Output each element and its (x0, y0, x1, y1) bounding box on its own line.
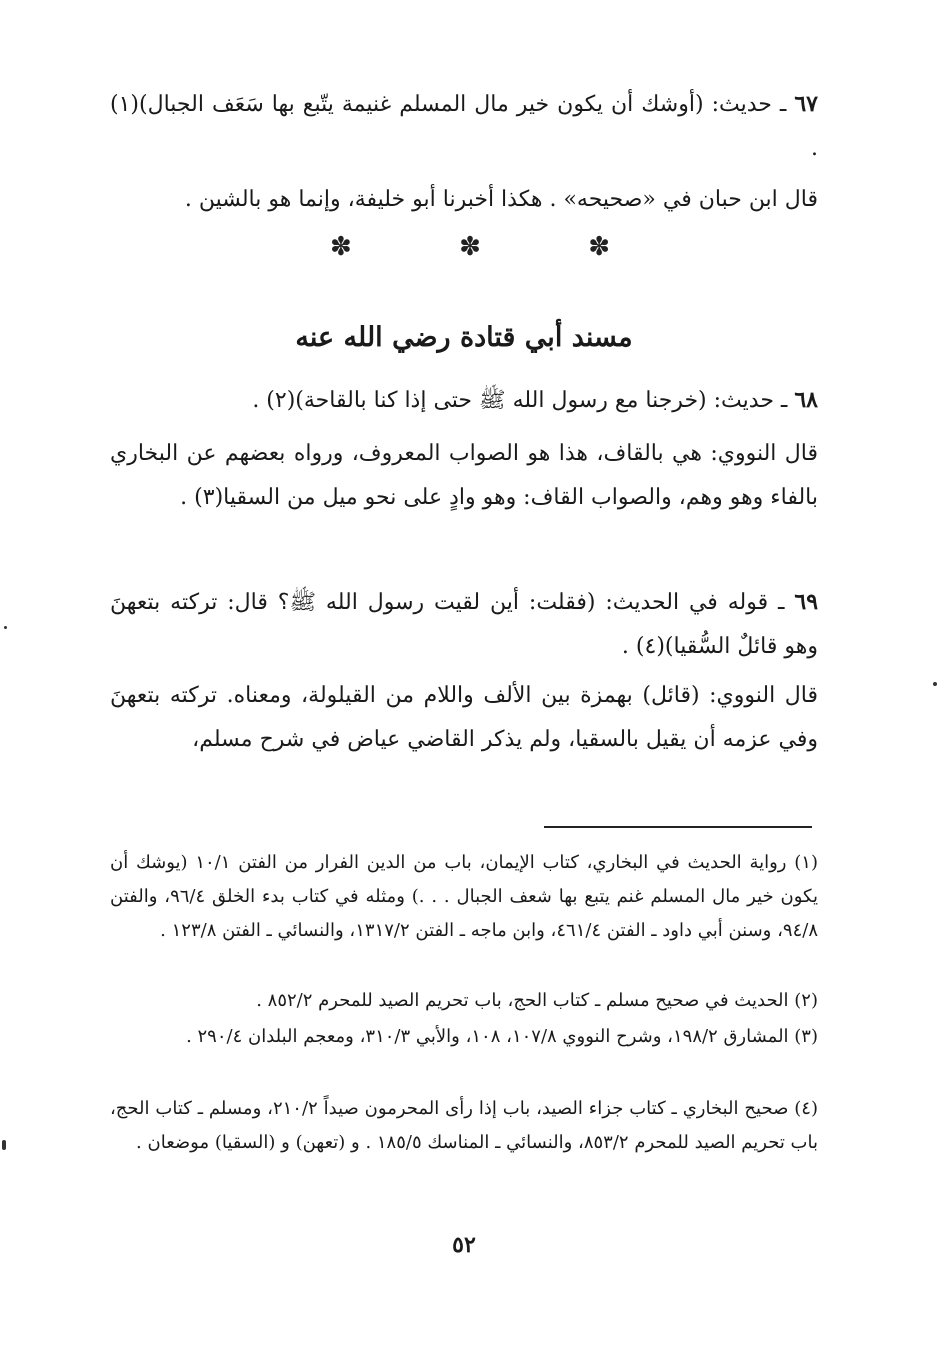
entry-text: قال النووي: هي بالقاف، هذا هو الصواب المعروف، ورواه بعضهم عن البخاري بالفاء وهو وهم، والصواب القاف: وهو وادٍ على نحو ميل من السقيا(٣) . (110, 441, 818, 510)
footnote-4: (٤) صحيح البخاري ـ كتاب جزاء الصيد، باب إذا رأى المحرمون صيداً ٢١٠/٢، ومسلم ـ كتاب الحج، باب تحريم الصيد للمحرم ٨٥٣/٢، والنسائي ـ المناسك ١٨٥/٥ . و (تعهن) و (السقيا) موضعان . (110, 1098, 818, 1153)
entry-number: ٦٩ (794, 589, 819, 615)
entry-67: ٦٧ ـ حديث: (أوشك أن يكون خير مال المسلم غنيمة يتّبع بها سَعَف الجبال)(١) . (110, 91, 818, 161)
flower-ornament-icon: ✽ (588, 232, 610, 262)
scan-speck (933, 682, 937, 686)
footnote-1: (١) رواية الحديث في البخاري، كتاب الإيمان، باب من الدين الفرار من الفتن ١٠/١ (يوشك أن يكون خير مال المسلم غنم يتبع بها شعف الجبال . . .) ومثله في كتاب بدء الخلق ٩٦/٤، والفتن ٩٤/٨، وسنن أبي داود ـ الفتن ٤٦١/٤، وابن ماجه ـ الفتن ١٣١٧/٢، والنسائي ـ الفتن ١٢٣/٨ . (110, 852, 818, 941)
entry-68: ٦٨ ـ حديث: (خرجنا مع رسول الله ﷺ حتى إذا كنا بالقاحة)(٢) . (252, 387, 818, 413)
footnote-3: (٣) المشارق ١٩٨/٢، وشرح النووي ١٠٧/٨، ١٠٨، والأبي ٣١٠/٣، ومعجم البلدان ٢٩٠/٤ . (186, 1026, 818, 1047)
scan-speck (2, 1140, 6, 1150)
entry-number: ٦٨ (794, 387, 818, 413)
section-separator (330, 232, 610, 262)
entry-label: حديث (721, 388, 774, 413)
page-number: ٥٢ (452, 1232, 476, 1258)
section-title: مسند أبي قتادة رضي الله عنه (295, 322, 633, 353)
entry-69: ٦٩ ـ قوله في الحديث: (فقلت: أين لقيت رسول الله ﷺ؟ قال: تركته بتعهنَ وهو قائلٌ السُّقيا)(٤) . (110, 589, 819, 659)
footnote-2: (٢) الحديث في صحيح مسلم ـ كتاب الحج، باب تحريم الصيد للمحرم ٨٥٢/٢ . (256, 990, 818, 1011)
entry-text: (خرجنا مع رسول الله ﷺ حتى إذا كنا بالقاحة)(٢) . (252, 388, 707, 413)
nawawi-note-2 (110, 674, 818, 762)
nawawi-note-1 (110, 432, 818, 520)
entry-label: حديث (719, 92, 772, 117)
entry-label: قوله في الحديث (612, 590, 769, 615)
entry-text: قال ابن حبان في «صحيحه» . هكذا أخبرنا أبو خليفة، وإنما هو بالشين . (184, 187, 818, 212)
entry-text: (أوشك أن يكون خير مال المسلم غنيمة يتّبع بها سَعَف الجبال)(١) . (110, 92, 818, 161)
flower-ornament-icon: ✽ (459, 232, 481, 262)
scan-speck (4, 626, 7, 629)
entry-text: (فقلت: أين لقيت رسول الله ﷺ؟ قال: تركته بتعهنَ وهو قائلٌ السُّقيا)(٤) . (110, 590, 818, 659)
footnote-divider (544, 826, 812, 828)
flower-ornament-icon: ✽ (330, 232, 352, 262)
ibn-hibban-note (110, 178, 818, 222)
entry-number: ٦٧ (794, 91, 818, 117)
entry-text: قال النووي: (قائل) بهمزة بين الألف واللام من القيلولة، ومعناه. تركته بتعهنَ وفي عزمه أن يقيل بالسقيا، ولم يذكر القاضي عياض في شرح مسلم، (110, 683, 818, 752)
